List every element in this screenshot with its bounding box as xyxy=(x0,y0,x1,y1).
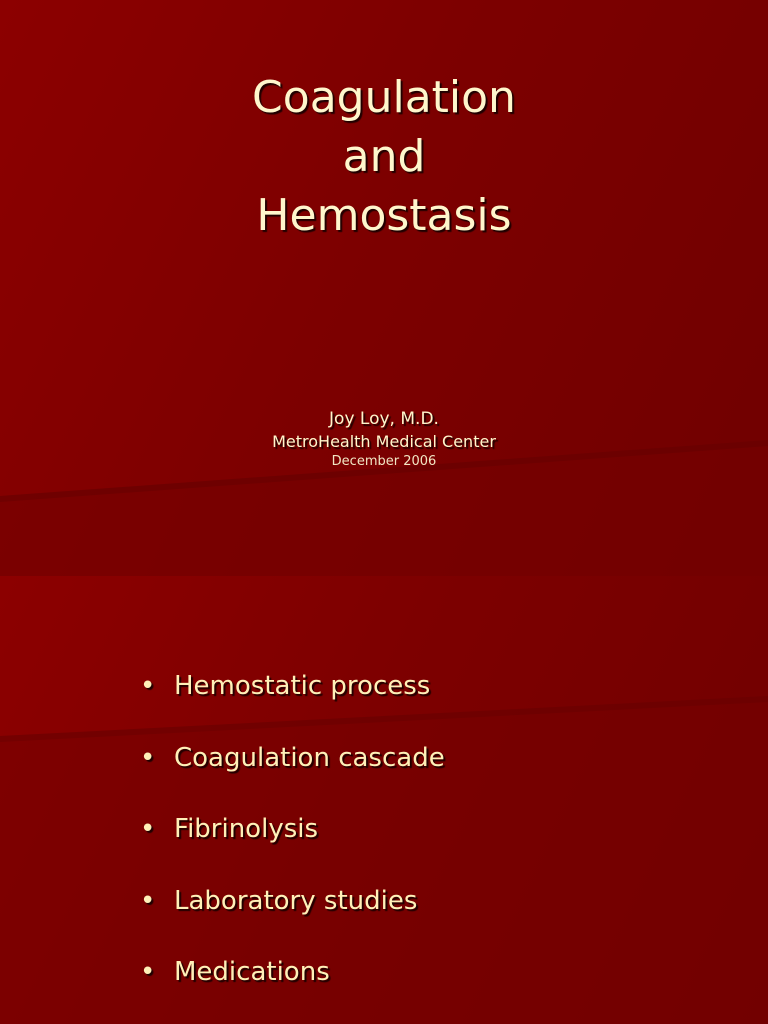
slide-title xyxy=(0,68,768,245)
list-item xyxy=(140,658,445,730)
outline-slide xyxy=(0,576,768,1024)
bullet-icon: • xyxy=(140,671,156,701)
list-item-text: Hemostatic process xyxy=(174,671,431,701)
list-item-text: Coagulation cascade xyxy=(174,742,445,773)
list-item xyxy=(140,801,445,873)
bullet-icon: • xyxy=(140,814,156,844)
title-line: Coagulation xyxy=(252,72,516,123)
title-line: and xyxy=(342,131,426,182)
list-item-text: Laboratory studies xyxy=(174,885,418,916)
outline-list xyxy=(140,658,445,1016)
bullet-icon: • xyxy=(140,885,156,916)
title-line: Hemostasis xyxy=(256,190,512,241)
organization-name: MetroHealth Medical Center xyxy=(272,432,496,451)
list-item xyxy=(140,873,445,945)
list-item xyxy=(140,730,445,802)
author-block xyxy=(0,407,768,471)
bullet-icon: • xyxy=(140,742,156,773)
list-item-text: Fibrinolysis xyxy=(174,814,319,844)
list-item xyxy=(140,944,445,1016)
presentation-date: December 2006 xyxy=(331,454,437,469)
bullet-icon: • xyxy=(140,957,156,987)
author-name: Joy Loy, M.D. xyxy=(329,409,439,429)
list-item-text: Medications xyxy=(174,957,330,987)
